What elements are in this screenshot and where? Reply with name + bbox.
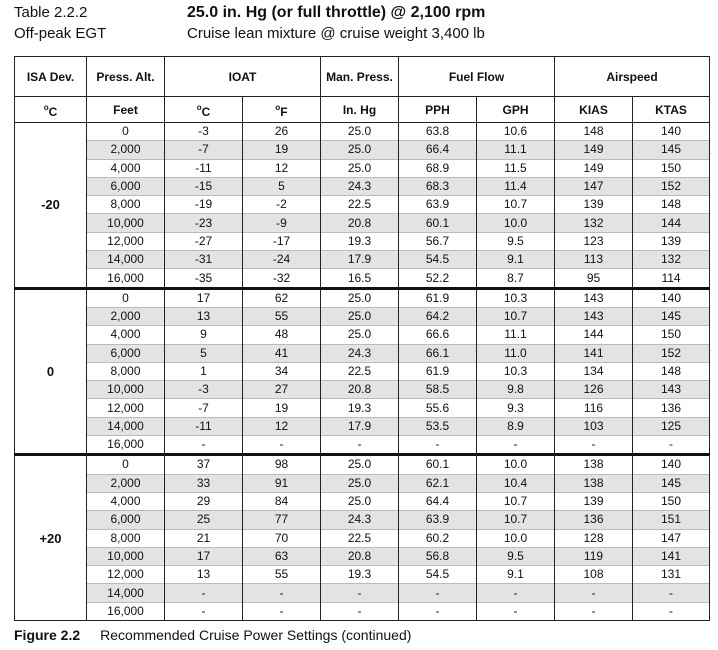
pph-cell: 68.3 [399, 177, 477, 195]
table-row [15, 196, 710, 214]
pph-cell: - [399, 584, 477, 602]
ktas-cell: 140 [633, 455, 710, 474]
ioat-f-cell: 48 [243, 326, 321, 344]
press-alt-cell: 2,000 [87, 307, 165, 325]
kias-cell: 132 [555, 214, 633, 232]
ioat-c-cell: -35 [165, 269, 243, 288]
cruise-power-table [14, 56, 710, 621]
ioat-c-cell: - [165, 602, 243, 620]
pph-cell: 66.1 [399, 344, 477, 362]
kias-cell: 103 [555, 417, 633, 435]
man-press-cell: 22.5 [321, 529, 399, 547]
ktas-cell: 144 [633, 214, 710, 232]
kias-cell: 139 [555, 492, 633, 510]
ioat-f-cell: - [243, 602, 321, 620]
press-alt-cell: 8,000 [87, 196, 165, 214]
table-row [15, 511, 710, 529]
gph-cell: - [477, 584, 555, 602]
header-press-alt: Press. Alt. [87, 57, 165, 97]
press-alt-cell: 4,000 [87, 326, 165, 344]
press-alt-cell: 8,000 [87, 529, 165, 547]
unit-gph: GPH [477, 97, 555, 123]
pph-cell: 58.5 [399, 381, 477, 399]
unit-label: C [201, 104, 211, 119]
man-press-cell: 25.0 [321, 123, 399, 141]
gph-cell: 9.5 [477, 547, 555, 565]
ioat-f-cell: 34 [243, 362, 321, 380]
ioat-c-cell: 13 [165, 307, 243, 325]
ioat-c-cell: 9 [165, 326, 243, 344]
pph-cell: 56.7 [399, 232, 477, 250]
gph-cell: 10.7 [477, 196, 555, 214]
header-fuel-flow: Fuel Flow [399, 57, 555, 97]
pph-cell: 66.6 [399, 326, 477, 344]
pph-cell: 54.5 [399, 251, 477, 269]
gph-cell: 9.3 [477, 399, 555, 417]
kias-cell: 116 [555, 399, 633, 417]
press-alt-cell: 12,000 [87, 566, 165, 584]
kias-cell: 143 [555, 288, 633, 307]
table-row [15, 288, 710, 307]
ioat-f-cell: 63 [243, 547, 321, 565]
ktas-cell: 139 [633, 232, 710, 250]
ktas-cell: 152 [633, 344, 710, 362]
pph-cell: 61.9 [399, 362, 477, 380]
isa-group-minus-20 [15, 123, 710, 289]
ktas-cell: 145 [633, 307, 710, 325]
pph-cell: 63.9 [399, 511, 477, 529]
pph-cell: 68.9 [399, 159, 477, 177]
unit-feet: Feet [87, 97, 165, 123]
kias-cell: 126 [555, 381, 633, 399]
unit-pph: PPH [399, 97, 477, 123]
table-row [15, 455, 710, 474]
kias-cell: 147 [555, 177, 633, 195]
unit-ioat-celsius [165, 97, 243, 123]
unit-label: C [48, 104, 58, 119]
unit-ioat-fahrenheit [243, 97, 321, 123]
ktas-cell: 143 [633, 381, 710, 399]
ktas-cell: 114 [633, 269, 710, 288]
unit-kias: KIAS [555, 97, 633, 123]
table-row [15, 307, 710, 325]
ktas-cell: - [633, 602, 710, 620]
kias-cell: - [555, 602, 633, 620]
gph-cell: 10.7 [477, 307, 555, 325]
table-row [15, 123, 710, 141]
kias-cell: 136 [555, 511, 633, 529]
unit-ktas: KTAS [633, 97, 710, 123]
ioat-c-cell: 17 [165, 547, 243, 565]
gph-cell: 10.0 [477, 529, 555, 547]
pph-cell: 63.9 [399, 196, 477, 214]
kias-cell: 138 [555, 474, 633, 492]
press-alt-cell: 10,000 [87, 547, 165, 565]
press-alt-cell: 0 [87, 123, 165, 141]
ioat-f-cell: 70 [243, 529, 321, 547]
ioat-f-cell: 12 [243, 417, 321, 435]
ioat-c-cell: 37 [165, 455, 243, 474]
ioat-f-cell: 12 [243, 159, 321, 177]
press-alt-cell: 14,000 [87, 584, 165, 602]
ioat-c-cell: - [165, 436, 243, 455]
ioat-c-cell: -27 [165, 232, 243, 250]
kias-cell: 113 [555, 251, 633, 269]
pph-cell: 60.1 [399, 455, 477, 474]
pph-cell: 54.5 [399, 566, 477, 584]
press-alt-cell: 12,000 [87, 232, 165, 250]
ktas-cell: 145 [633, 141, 710, 159]
ktas-cell: 131 [633, 566, 710, 584]
kias-cell: 148 [555, 123, 633, 141]
press-alt-cell: 16,000 [87, 269, 165, 288]
ioat-c-cell: 5 [165, 344, 243, 362]
ktas-cell: 152 [633, 177, 710, 195]
pph-cell: 61.9 [399, 288, 477, 307]
kias-cell: 139 [555, 196, 633, 214]
ioat-f-cell: 55 [243, 566, 321, 584]
ioat-f-cell: -24 [243, 251, 321, 269]
man-press-cell: 25.0 [321, 455, 399, 474]
kias-cell: 144 [555, 326, 633, 344]
press-alt-cell: 8,000 [87, 362, 165, 380]
gph-cell: 11.5 [477, 159, 555, 177]
gph-cell: 9.1 [477, 566, 555, 584]
press-alt-cell: 14,000 [87, 417, 165, 435]
man-press-cell: 20.8 [321, 547, 399, 565]
table-row [15, 492, 710, 510]
man-press-cell: 25.0 [321, 141, 399, 159]
ioat-f-cell: 41 [243, 344, 321, 362]
isa-group-0 [15, 288, 710, 455]
ioat-f-cell: 98 [243, 455, 321, 474]
man-press-cell: 25.0 [321, 326, 399, 344]
ioat-f-cell: -32 [243, 269, 321, 288]
pph-cell: - [399, 602, 477, 620]
pph-cell: - [399, 436, 477, 455]
ktas-cell: - [633, 436, 710, 455]
man-press-cell: 16.5 [321, 269, 399, 288]
man-press-cell: 19.3 [321, 566, 399, 584]
ktas-cell: 132 [633, 251, 710, 269]
figure-caption [14, 627, 411, 643]
press-alt-cell: 10,000 [87, 381, 165, 399]
figure-label: Figure 2.2 [14, 627, 81, 643]
gph-cell: 8.9 [477, 417, 555, 435]
degree-mark: o [196, 102, 202, 112]
ktas-cell: - [633, 584, 710, 602]
gph-cell: 9.1 [477, 251, 555, 269]
table-row [15, 399, 710, 417]
ktas-cell: 140 [633, 123, 710, 141]
table-row [15, 417, 710, 435]
man-press-cell: 20.8 [321, 381, 399, 399]
press-alt-cell: 14,000 [87, 251, 165, 269]
gph-cell: 10.0 [477, 214, 555, 232]
ktas-cell: 150 [633, 326, 710, 344]
ktas-cell: 136 [633, 399, 710, 417]
man-press-cell: 17.9 [321, 251, 399, 269]
press-alt-cell: 0 [87, 288, 165, 307]
press-alt-cell: 16,000 [87, 436, 165, 455]
table-row [15, 547, 710, 565]
table-subtitle-right: Cruise lean mixture @ cruise weight 3,400 lb [187, 25, 485, 42]
ioat-f-cell: 62 [243, 288, 321, 307]
ioat-f-cell: -9 [243, 214, 321, 232]
man-press-cell: - [321, 436, 399, 455]
unit-label: F [280, 104, 288, 119]
kias-cell: 123 [555, 232, 633, 250]
table-row [15, 344, 710, 362]
man-press-cell: 22.5 [321, 362, 399, 380]
kias-cell: 134 [555, 362, 633, 380]
man-press-cell: 25.0 [321, 492, 399, 510]
gph-cell: 11.0 [477, 344, 555, 362]
pph-cell: 53.5 [399, 417, 477, 435]
gph-cell: 11.1 [477, 141, 555, 159]
ioat-f-cell: - [243, 436, 321, 455]
table-row [15, 474, 710, 492]
ioat-f-cell: 26 [243, 123, 321, 141]
press-alt-cell: 2,000 [87, 474, 165, 492]
ioat-c-cell: -11 [165, 159, 243, 177]
pph-cell: 63.8 [399, 123, 477, 141]
table-row [15, 141, 710, 159]
kias-cell: 141 [555, 344, 633, 362]
press-alt-cell: 10,000 [87, 214, 165, 232]
ioat-f-cell: 19 [243, 399, 321, 417]
gph-cell: 10.7 [477, 511, 555, 529]
ioat-c-cell: - [165, 584, 243, 602]
ktas-cell: 150 [633, 159, 710, 177]
press-alt-cell: 6,000 [87, 511, 165, 529]
gph-cell: 10.7 [477, 492, 555, 510]
man-press-cell: 25.0 [321, 159, 399, 177]
ioat-c-cell: 29 [165, 492, 243, 510]
ioat-c-cell: 13 [165, 566, 243, 584]
header-isa-dev: ISA Dev. [15, 57, 87, 97]
ioat-c-cell: -31 [165, 251, 243, 269]
ioat-c-cell: -3 [165, 381, 243, 399]
press-alt-cell: 4,000 [87, 492, 165, 510]
man-press-cell: 25.0 [321, 307, 399, 325]
ioat-c-cell: -7 [165, 399, 243, 417]
kias-cell: - [555, 584, 633, 602]
header-airspeed: Airspeed [555, 57, 710, 97]
kias-cell: 149 [555, 159, 633, 177]
pph-cell: 60.2 [399, 529, 477, 547]
ktas-cell: 125 [633, 417, 710, 435]
man-press-cell: 19.3 [321, 232, 399, 250]
ioat-c-cell: -11 [165, 417, 243, 435]
ktas-cell: 148 [633, 362, 710, 380]
ktas-cell: 150 [633, 492, 710, 510]
table-row [15, 269, 710, 288]
table-row [15, 214, 710, 232]
press-alt-cell: 2,000 [87, 141, 165, 159]
man-press-cell: 22.5 [321, 196, 399, 214]
press-alt-cell: 0 [87, 455, 165, 474]
man-press-cell: 25.0 [321, 288, 399, 307]
gph-cell: 10.6 [477, 123, 555, 141]
isa-group-plus-20 [15, 455, 710, 621]
table-row [15, 362, 710, 380]
pph-cell: 64.4 [399, 492, 477, 510]
isa-deviation-value: 0 [15, 288, 87, 455]
gph-cell: 9.5 [477, 232, 555, 250]
man-press-cell: 24.3 [321, 511, 399, 529]
table-row [15, 602, 710, 620]
isa-deviation-value: -20 [15, 123, 87, 289]
man-press-cell: 24.3 [321, 177, 399, 195]
ioat-c-cell: -15 [165, 177, 243, 195]
gph-cell: 10.3 [477, 288, 555, 307]
kias-cell: 149 [555, 141, 633, 159]
isa-deviation-value: +20 [15, 455, 87, 621]
table-row [15, 381, 710, 399]
kias-cell: 128 [555, 529, 633, 547]
pph-cell: 55.6 [399, 399, 477, 417]
press-alt-cell: 6,000 [87, 177, 165, 195]
ioat-f-cell: 27 [243, 381, 321, 399]
ktas-cell: 140 [633, 288, 710, 307]
ioat-c-cell: -7 [165, 141, 243, 159]
kias-cell: 143 [555, 307, 633, 325]
header-man-press: Man. Press. [321, 57, 399, 97]
degree-mark: o [275, 102, 281, 112]
ktas-cell: 141 [633, 547, 710, 565]
gph-cell: 10.4 [477, 474, 555, 492]
man-press-cell: 24.3 [321, 344, 399, 362]
ioat-c-cell: -3 [165, 123, 243, 141]
table-subtitle-left: Off-peak EGT [14, 25, 107, 42]
gph-cell: - [477, 436, 555, 455]
press-alt-cell: 6,000 [87, 344, 165, 362]
unit-isa-celsius [15, 97, 87, 123]
man-press-cell: 20.8 [321, 214, 399, 232]
ioat-f-cell: -17 [243, 232, 321, 250]
pph-cell: 52.2 [399, 269, 477, 288]
table-row [15, 159, 710, 177]
table-row [15, 177, 710, 195]
pph-cell: 62.1 [399, 474, 477, 492]
kias-cell: 119 [555, 547, 633, 565]
ioat-f-cell: 55 [243, 307, 321, 325]
press-alt-cell: 4,000 [87, 159, 165, 177]
kias-cell: 108 [555, 566, 633, 584]
gph-cell: 10.0 [477, 455, 555, 474]
ioat-f-cell: 19 [243, 141, 321, 159]
ioat-f-cell: 84 [243, 492, 321, 510]
table-row [15, 251, 710, 269]
table-row [15, 232, 710, 250]
gph-cell: 11.1 [477, 326, 555, 344]
kias-cell: - [555, 436, 633, 455]
pph-cell: 60.1 [399, 214, 477, 232]
man-press-cell: 25.0 [321, 474, 399, 492]
ioat-c-cell: 25 [165, 511, 243, 529]
ioat-c-cell: -23 [165, 214, 243, 232]
ioat-f-cell: - [243, 584, 321, 602]
gph-cell: 10.3 [477, 362, 555, 380]
ioat-f-cell: 91 [243, 474, 321, 492]
table-row [15, 326, 710, 344]
kias-cell: 95 [555, 269, 633, 288]
pph-cell: 64.2 [399, 307, 477, 325]
man-press-cell: - [321, 602, 399, 620]
ktas-cell: 151 [633, 511, 710, 529]
gph-cell: 9.8 [477, 381, 555, 399]
ktas-cell: 148 [633, 196, 710, 214]
table-row [15, 584, 710, 602]
table-title: 25.0 in. Hg (or full throttle) @ 2,100 rpm [187, 4, 486, 21]
table-row [15, 529, 710, 547]
press-alt-cell: 12,000 [87, 399, 165, 417]
man-press-cell: 17.9 [321, 417, 399, 435]
degree-mark: o [43, 102, 49, 112]
header-ioat: IOAT [165, 57, 321, 97]
ioat-c-cell: 1 [165, 362, 243, 380]
man-press-cell: 19.3 [321, 399, 399, 417]
unit-inhg: In. Hg [321, 97, 399, 123]
gph-cell: 8.7 [477, 269, 555, 288]
pph-cell: 66.4 [399, 141, 477, 159]
kias-cell: 138 [555, 455, 633, 474]
ioat-c-cell: 33 [165, 474, 243, 492]
ioat-f-cell: 5 [243, 177, 321, 195]
ioat-c-cell: 21 [165, 529, 243, 547]
gph-cell: - [477, 602, 555, 620]
man-press-cell: - [321, 584, 399, 602]
ioat-f-cell: 77 [243, 511, 321, 529]
table-row [15, 566, 710, 584]
table-row [15, 436, 710, 455]
pph-cell: 56.8 [399, 547, 477, 565]
ioat-f-cell: -2 [243, 196, 321, 214]
press-alt-cell: 16,000 [87, 602, 165, 620]
table-number: Table 2.2.2 [14, 4, 88, 21]
ktas-cell: 145 [633, 474, 710, 492]
figure-caption-text: Recommended Cruise Power Settings (continued) [100, 627, 412, 643]
gph-cell: 11.4 [477, 177, 555, 195]
ktas-cell: 147 [633, 529, 710, 547]
ioat-c-cell: -19 [165, 196, 243, 214]
ioat-c-cell: 17 [165, 288, 243, 307]
